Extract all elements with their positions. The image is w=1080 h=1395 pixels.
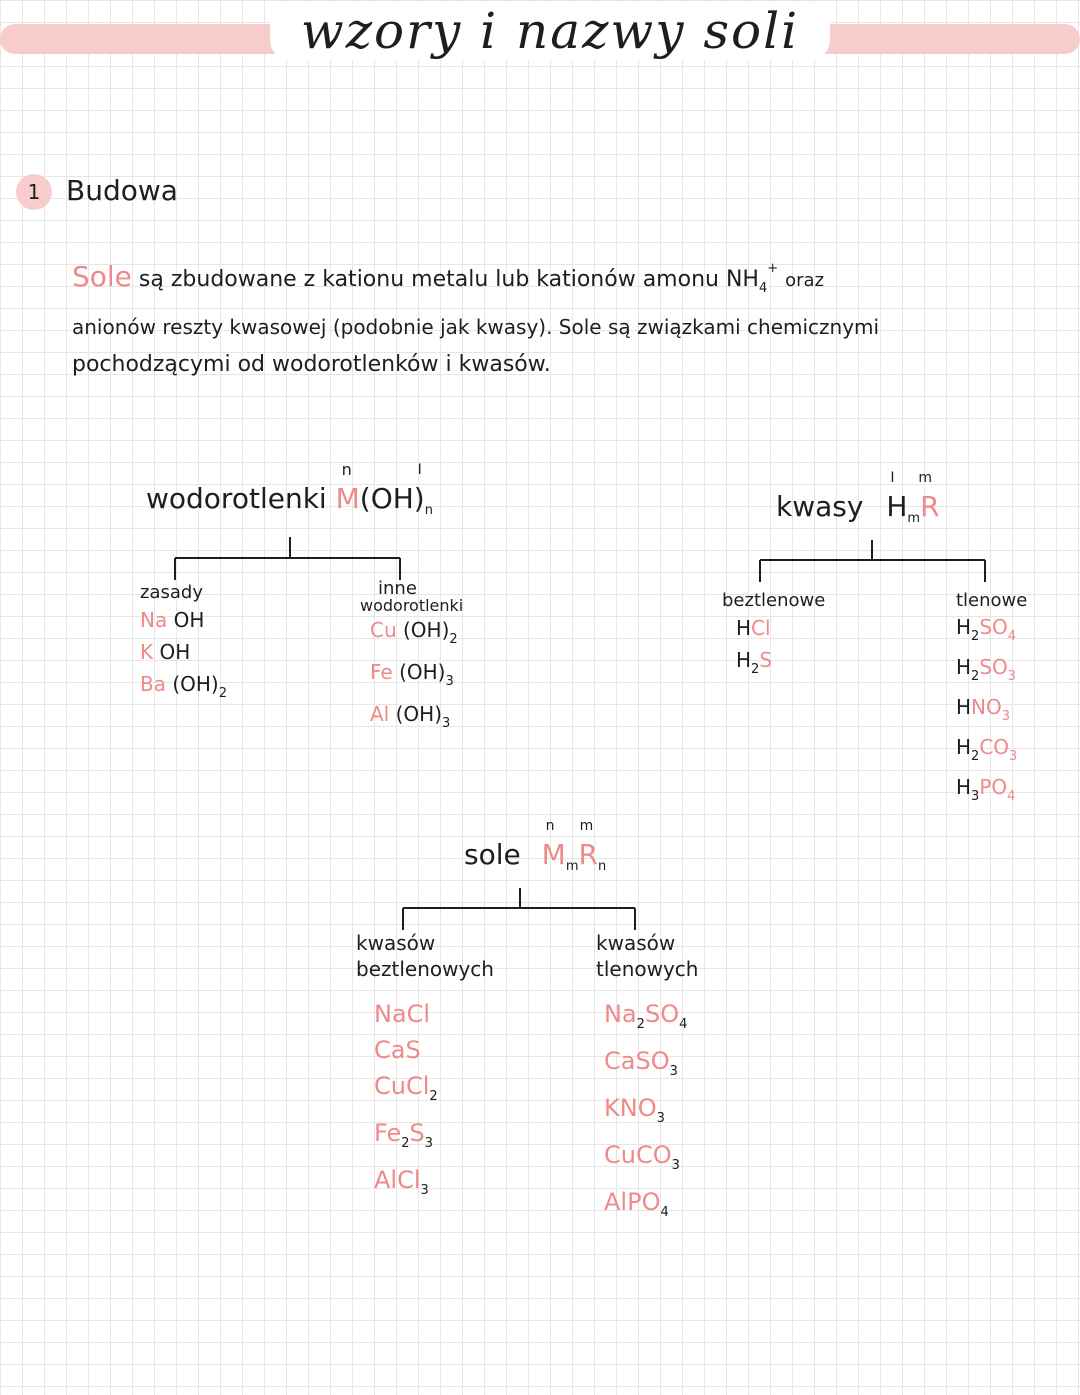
- salt-oxygen-free-metal: Na: [374, 1000, 407, 1028]
- oxygen-acid-formula: [956, 772, 1027, 812]
- bases-label: zasady: [140, 582, 203, 603]
- acids-formula-h: H: [886, 490, 908, 523]
- salts-oxygen-free-label-2: beztlenowych: [356, 957, 494, 981]
- oxygen-acids-label: tlenowe: [956, 590, 1028, 611]
- acid-hydrogen: H: [736, 648, 752, 672]
- salt-oxygen-residue: NO: [619, 1094, 657, 1122]
- salt-oxygen-free-formula: [374, 1032, 494, 1068]
- acids-formula-sub: m: [907, 511, 921, 526]
- acid-hydrogen-subscript: 3: [971, 789, 980, 804]
- oxygen-acid-formula: [956, 692, 1027, 732]
- acid-hydrogen: H: [956, 695, 972, 719]
- intro-line-3: pochodzącymi od wodorotlenków i kwasów.: [72, 352, 551, 377]
- base-formula: [140, 604, 227, 636]
- salt-oxygen-residue-subscript: 3: [669, 1064, 678, 1079]
- bases-group: [140, 582, 227, 710]
- other-hydroxide-rest: (OH): [389, 702, 442, 726]
- other-hydroxides-list: [360, 614, 463, 740]
- other-hydroxides-label-1: inne: [378, 578, 417, 599]
- salt-oxygen-free-residue: Cl: [406, 1000, 431, 1028]
- oxygen-acid-formula: [956, 732, 1027, 772]
- salt-oxygen-residue: PO: [627, 1188, 661, 1216]
- salt-oxygen-free-metal: Al: [374, 1166, 398, 1194]
- other-hydroxide-subscript: 2: [449, 632, 458, 647]
- oxygen-acid-formula: [956, 652, 1027, 692]
- salt-oxygen-formula: [604, 996, 698, 1043]
- salts-oxygen-group: [596, 930, 698, 1231]
- salt-oxygen-residue: SO: [644, 1000, 680, 1028]
- acid-hydrogen-subscript: 2: [971, 669, 980, 684]
- other-hydroxides-group: [360, 580, 463, 740]
- salt-oxygen-metal: Ca: [604, 1047, 636, 1075]
- intro-text-1: są zbudowane z kationu metalu lub kationów amonu NH: [138, 267, 759, 292]
- acid-hydrogen-subscript: 2: [971, 629, 980, 644]
- salt-oxygen-free-metal-subscript: 2: [401, 1136, 410, 1151]
- oxygen-acids-group: [956, 590, 1027, 812]
- acid-hydrogen: H: [956, 655, 972, 679]
- other-hydroxide-metal: Cu: [370, 618, 397, 642]
- salt-oxygen-residue: SO: [635, 1047, 670, 1075]
- acid-hydrogen-subscript: 2: [971, 749, 980, 764]
- salt-oxygen-free-residue: Cl: [397, 1166, 421, 1194]
- salt-oxygen-free-residue: S: [409, 1119, 425, 1147]
- salts-oxygen-free-label-1: kwasów: [356, 931, 436, 955]
- salts-label: sole: [464, 838, 521, 871]
- ammonium-charge: +: [767, 261, 779, 276]
- salts-heading: [464, 818, 607, 874]
- salt-oxygen-free-metal: Cu: [374, 1072, 406, 1100]
- hydroxides-label: wodorotlenki: [146, 482, 327, 515]
- salt-oxygen-metal-subscript: 2: [636, 1017, 645, 1032]
- oxygen-free-acids-list: [722, 612, 825, 686]
- other-hydroxide-formula: [370, 614, 463, 656]
- acids-r-valence: m: [918, 470, 932, 486]
- section-title: Budowa: [66, 174, 178, 207]
- salts-formula-r: R: [578, 838, 598, 871]
- salt-oxygen-free-residue-subscript: 3: [420, 1183, 429, 1198]
- oxygen-acids-list: [956, 612, 1027, 812]
- oxygen-free-acids-group: [722, 590, 825, 686]
- salts-oxygen-free-group: [356, 930, 494, 1209]
- salt-oxygen-free-metal: Fe: [374, 1119, 402, 1147]
- other-hydroxide-metal: Fe: [370, 660, 393, 684]
- acid-residue: PO: [979, 775, 1008, 799]
- salts-formula-msub: m: [565, 859, 579, 874]
- salt-oxygen-free-residue: S: [405, 1036, 421, 1064]
- acids-label: kwasy: [776, 490, 864, 523]
- acid-hydrogen: H: [956, 615, 972, 639]
- base-metal: K: [140, 640, 154, 664]
- hydroxides-metal-valence: n: [341, 460, 352, 479]
- base-rest: (OH): [165, 672, 219, 696]
- salts-m-valence: n: [545, 818, 555, 834]
- salt-oxygen-formula: [604, 1090, 698, 1137]
- page-title: wzory i nazwy soli: [270, 2, 830, 60]
- other-hydroxide-subscript: 3: [445, 674, 454, 689]
- acids-h-valence: I: [890, 470, 895, 486]
- hydroxides-formula-metal: M: [335, 482, 360, 515]
- salt-oxygen-metal: Cu: [604, 1141, 636, 1169]
- salt-oxygen-residue-subscript: 3: [671, 1158, 680, 1173]
- salt-oxygen-free-formula: [374, 1115, 494, 1162]
- other-hydroxide-rest: (OH): [392, 660, 446, 684]
- base-formula: [140, 636, 227, 668]
- salt-oxygen-residue-subscript: 3: [656, 1111, 665, 1126]
- salts-oxygen-label-2: tlenowych: [596, 957, 699, 981]
- salt-oxygen-formula: [604, 1137, 698, 1184]
- other-hydroxide-formula: [370, 656, 463, 698]
- section-number: 1: [16, 174, 52, 210]
- hydroxides-oh-valence: I: [417, 462, 422, 478]
- salts-formula-rsub: n: [597, 859, 607, 874]
- hydroxides-formula-sub: n: [424, 503, 433, 518]
- salts-oxygen-list: [596, 982, 698, 1231]
- salt-oxygen-free-residue: Cl: [405, 1072, 430, 1100]
- salt-oxygen-residue-subscript: 4: [679, 1017, 688, 1032]
- acid-residue: CO: [979, 735, 1010, 759]
- salts-r-valence: m: [579, 818, 594, 834]
- other-hydroxides-label-2: wodorotlenki: [360, 596, 464, 615]
- base-rest: OH: [167, 608, 205, 632]
- acid-residue-subscript: 3: [1001, 709, 1011, 724]
- acid-residue: Cl: [751, 616, 771, 640]
- acid-residue: SO: [979, 615, 1008, 639]
- salt-oxygen-metal: K: [604, 1094, 620, 1122]
- oxygen-free-acid-formula: [736, 612, 825, 644]
- salt-oxygen-free-residue-subscript: 3: [424, 1136, 434, 1151]
- acid-residue: SO: [979, 655, 1008, 679]
- acid-hydrogen-subscript: 2: [751, 662, 760, 677]
- acid-hydrogen: H: [736, 616, 752, 640]
- salt-oxygen-free-formula: [374, 1068, 494, 1115]
- base-metal: Na: [140, 608, 168, 632]
- acid-residue: S: [759, 648, 773, 672]
- hydroxides-heading: [146, 460, 433, 518]
- oxygen-free-acid-formula: [736, 644, 825, 686]
- base-formula: [140, 668, 227, 710]
- oxygen-acid-formula: [956, 612, 1027, 652]
- acid-residue: NO: [971, 695, 1002, 719]
- acid-residue-subscript: 3: [1007, 669, 1017, 684]
- other-hydroxide-metal: Al: [370, 702, 390, 726]
- base-metal: Ba: [140, 672, 166, 696]
- hydroxides-formula-rest: (OH): [359, 482, 425, 515]
- salt-oxygen-metal: Na: [604, 1000, 637, 1028]
- salt-oxygen-free-metal: Ca: [374, 1036, 406, 1064]
- intro-line-2: anionów reszty kwasowej (podobnie jak kwasy). Sole są związkami chemicznymi: [72, 315, 880, 339]
- acid-residue-subscript: 4: [1007, 789, 1016, 804]
- salts-oxygen-label-1: kwasów: [596, 931, 676, 955]
- acid-residue-subscript: 4: [1007, 629, 1017, 644]
- salt-oxygen-free-formula: [374, 996, 494, 1032]
- intro-text-1-end: oraz: [785, 270, 825, 291]
- oxygen-free-acids-label: beztlenowe: [722, 590, 826, 611]
- salt-oxygen-free-formula: [374, 1162, 494, 1209]
- salts-formula-m: M: [541, 838, 566, 871]
- ammonium-subscript: 4: [758, 281, 768, 296]
- bases-list: [140, 604, 227, 710]
- other-hydroxide-rest: (OH): [396, 618, 450, 642]
- intro-highlight: Sole: [72, 260, 132, 293]
- other-hydroxide-subscript: 3: [442, 716, 451, 731]
- other-hydroxide-formula: [370, 698, 463, 740]
- acid-hydrogen: H: [956, 735, 972, 759]
- acids-formula-r: R: [920, 490, 940, 523]
- salt-oxygen-metal: Al: [604, 1188, 628, 1216]
- base-rest: OH: [153, 640, 191, 664]
- salt-oxygen-residue: CO: [635, 1141, 672, 1169]
- salt-oxygen-formula: [604, 1184, 698, 1231]
- salts-oxygen-free-list: [356, 982, 494, 1209]
- acid-hydrogen: H: [956, 775, 972, 799]
- salt-oxygen-free-residue-subscript: 2: [429, 1089, 438, 1104]
- acids-heading: [776, 470, 940, 526]
- salt-oxygen-residue-subscript: 4: [660, 1205, 669, 1220]
- base-subscript: 2: [218, 686, 228, 701]
- acid-residue-subscript: 3: [1009, 749, 1018, 764]
- salt-oxygen-formula: [604, 1043, 698, 1090]
